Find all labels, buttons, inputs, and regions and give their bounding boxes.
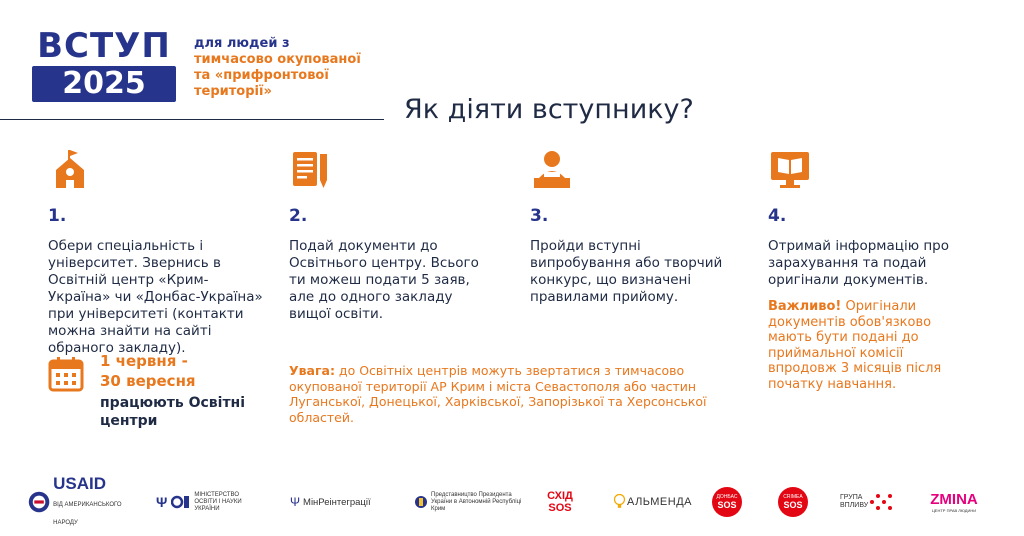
subtitle-line-4: території» [194, 84, 272, 99]
mon-text: МІНІСТЕРСТВО ОСВІТИ І НАУКИ УКРАЇНИ [194, 491, 242, 512]
important-text: Оригінали документів обов'язково мають бути подані до приймальної комісії впродовж 3 місяців після початку навчання. [768, 299, 942, 392]
attention-note [289, 363, 729, 425]
crimea-sos-logo [778, 484, 810, 520]
crimea-text: CRIMEA [783, 494, 803, 500]
school-building-icon [48, 148, 92, 192]
almenda-logo [612, 484, 692, 520]
step-text: Подай документи до Освітнього центру. Всього ти можеш подати 5 заяв, але до одного закладу вищої освіти. [289, 238, 479, 322]
hrupa-text: ГРУПА [840, 494, 863, 501]
donbas-text: ДОНБАС [716, 494, 738, 500]
important-note [768, 299, 973, 392]
dots-network-icon [868, 491, 894, 513]
skhid-sos-text: SOS [548, 502, 572, 514]
step-number: 4. [768, 206, 787, 226]
mon-mark-icon [171, 495, 191, 509]
badge-title: ВСТУП [37, 26, 171, 66]
zmina-text: ZMINA [930, 490, 978, 508]
step-number: 1. [48, 206, 67, 226]
important-label: Важливо! [768, 299, 842, 314]
date-end: 30 вересня [100, 372, 196, 390]
skhid-sos-logo [540, 484, 580, 520]
lightbulb-icon [612, 490, 627, 514]
dates-block [48, 352, 278, 432]
vstup-badge [32, 28, 176, 102]
subtitle-line-2: тимчасово окупованої [194, 52, 361, 67]
attention-text: до Освітніх центрів можуть звертатися з тимчасово окупованої території АР Крим і міста Севастополя або частин Луганської, Донецької, Харківської, Запорізької та Херсонської областей. [289, 363, 707, 425]
usaid-subtext: ВІД АМЕРИКАНСЬКОГО НАРОДУ [53, 502, 122, 526]
step-text: Пройди вступні випробування або творчий конкурс, що визначені правилами прийому. [530, 238, 723, 305]
step-number: 3. [530, 206, 549, 226]
step-text: Отримай інформацію про зарахування та подай оригінали документів. [768, 238, 950, 288]
skhid-text: СХІД [547, 490, 573, 502]
zmina-logo [924, 484, 984, 520]
usaid-seal-icon [28, 488, 50, 516]
crimea-sos-text: SOS [783, 500, 803, 510]
step-4 [768, 148, 973, 392]
donbas-sos-logo [712, 484, 744, 520]
calendar-icon [48, 356, 84, 392]
donbas-sos-text: SOS [717, 500, 737, 510]
step-2 [289, 148, 494, 323]
step-1 [48, 148, 263, 357]
page-title: Як діяти вступнику? [404, 94, 694, 125]
trident-icon: Ψ [156, 494, 168, 510]
subtitle-line-1: для людей з [194, 36, 290, 51]
document-pen-icon [289, 148, 333, 192]
presidential-text: Представництво Президента України в Автономній Республіці Крим [431, 491, 522, 512]
trident-icon: Ψ [290, 495, 301, 509]
presidential-emblem-icon [414, 495, 428, 509]
subtitle-line-3: та «прифронтової [194, 68, 329, 83]
hrupa-vplyvu-logo [840, 484, 900, 520]
almenda-text: АЛЬМЕНДА [626, 496, 692, 508]
monitor-book-icon [768, 148, 812, 192]
badge-year: 2025 [32, 66, 176, 102]
usaid-text: USAID [53, 474, 107, 493]
usaid-logo [28, 474, 128, 526]
attention-label: Увага: [289, 363, 335, 378]
minreint-text: МінРеінтеграції [303, 496, 371, 508]
zmina-subtext: ЦЕНТР ПРАВ ЛЮДИНИ [931, 507, 977, 513]
partner-logos [28, 474, 998, 526]
dates-caption: працюють Освітні центри [100, 395, 246, 429]
step-3 [530, 148, 740, 306]
subtitle [194, 36, 394, 100]
minreint-logo [290, 484, 390, 520]
date-start: 1 червня - [100, 352, 188, 370]
vplyvu-text: ВПЛИВУ [840, 502, 869, 509]
mon-logo [156, 484, 256, 520]
step-number: 2. [289, 206, 308, 226]
exam-person-icon [530, 148, 574, 192]
step-text: Обери спеціальність і університет. Звернись в Освітній центр «Крим-Україна» чи «Донбас-Україна» при університеті (контакти можна знайти на сайті обраного закладу). [48, 238, 263, 356]
header-divider [0, 119, 384, 120]
presidential-rep-logo [414, 484, 534, 520]
